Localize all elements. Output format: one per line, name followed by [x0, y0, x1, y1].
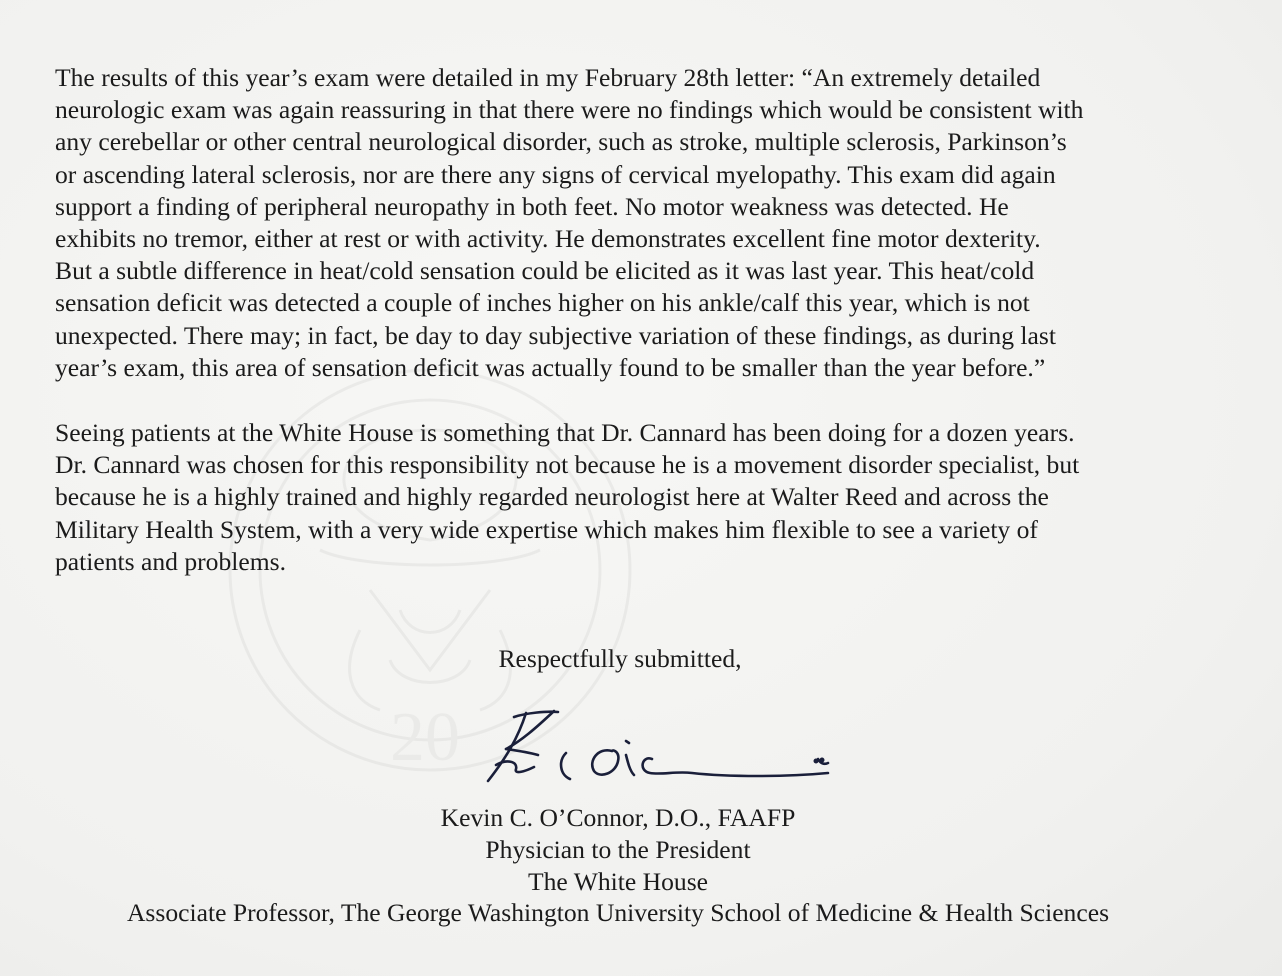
- paragraph-line: exhibits no tremor, either at rest or with activity. He demonstrates excellent fine motor dexterity.: [55, 224, 1041, 254]
- paragraph-line: year’s exam, this area of sensation deficit was actually found to be smaller than the year before.”: [55, 352, 1046, 382]
- svg-text:20: 20: [390, 699, 460, 776]
- paragraph-line: any cerebellar or other central neurological disorder, such as stroke, multiple sclerosis, Parkinson’s: [55, 127, 1067, 157]
- paragraph-line: patients and problems.: [55, 546, 287, 576]
- white-house-paragraph: [55, 417, 1230, 578]
- paragraph-line: because he is a highly trained and highly regarded neurologist here at Walter Reed and across the: [55, 482, 1049, 512]
- paragraph-line: The results of this year’s exam were detailed in my February 28th letter: “An extremely detailed: [55, 63, 1041, 92]
- signer-affiliation: Associate Professor, The George Washington University School of Medicine & Health Sciences: [126, 898, 1110, 928]
- signer-title: Physician to the President: [485, 834, 751, 864]
- paragraph-line: Military Health System, with a very wide expertise which makes him flexible to see a variety of: [55, 514, 1038, 544]
- paragraph-line: neurologic exam was again reassuring in that there were no findings which would be consistent with: [55, 95, 1084, 125]
- paragraph-line: sensation deficit was detected a couple of inches higher on his ankle/calf this year, which is not: [55, 288, 1030, 318]
- paragraph-line: But a subtle difference in heat/cold sensation could be elicited as it was last year. This heat/cold: [55, 256, 1035, 286]
- paragraph-line: Seeing patients at the White House is something that Dr. Cannard has been doing for a dozen years.: [55, 418, 1075, 447]
- signature-block: [0, 802, 1236, 929]
- handwritten-signature: [466, 703, 846, 793]
- paragraph-line: or ascending lateral sclerosis, nor are there any signs of cervical myelopathy. This exam did again: [55, 159, 1056, 189]
- paragraph-line: Dr. Cannard was chosen for this responsibility not because he is a movement disorder specialist, but: [55, 450, 1080, 480]
- signer-office: The White House: [527, 866, 709, 896]
- signer-name: Kevin C. O’Connor, D.O., FAAFP: [440, 803, 796, 832]
- paragraph-line: unexpected. There may; in fact, be day to day subjective variation of these findings, as during last: [55, 320, 1056, 350]
- paragraph-line: support a finding of peripheral neuropathy in both feet. No motor weakness was detected. He: [55, 191, 1009, 221]
- exam-results-paragraph: [55, 62, 1230, 384]
- closing-salutation: Respectfully submitted,: [498, 644, 742, 673]
